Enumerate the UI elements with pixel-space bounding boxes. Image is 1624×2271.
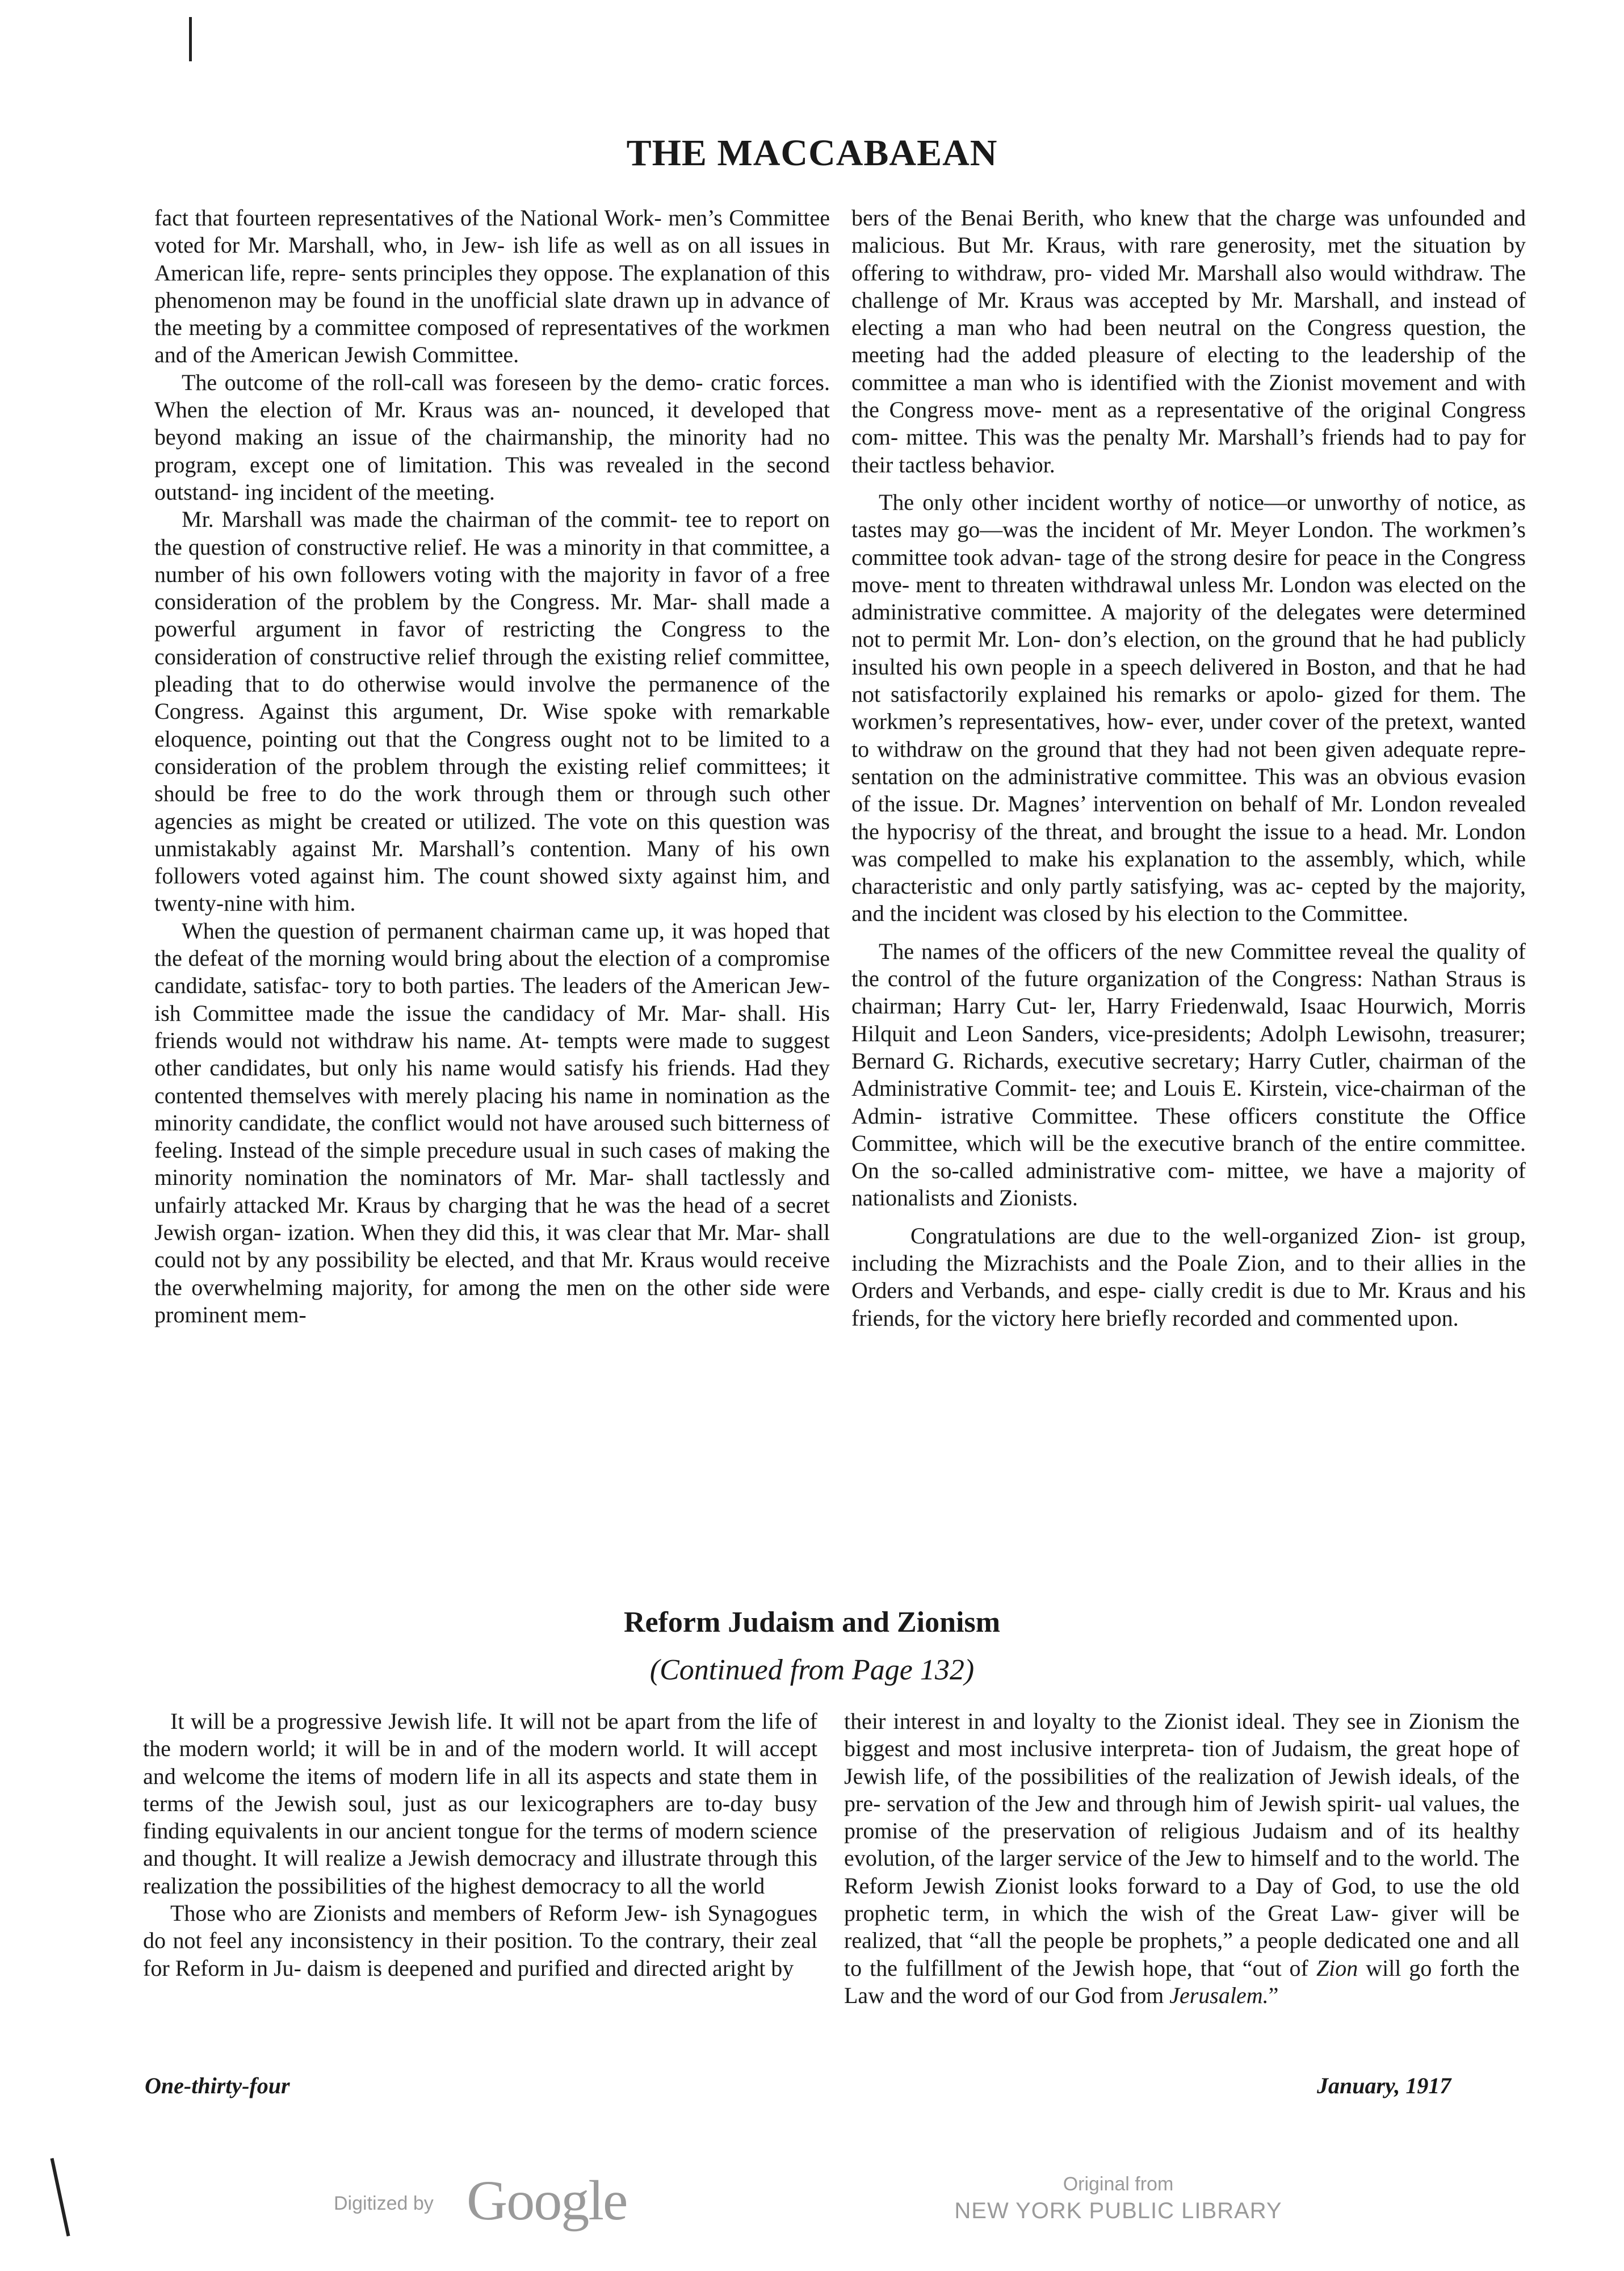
paragraph	[844, 1708, 1520, 2009]
paragraph: When the question of permanent chairman came up, it was hoped that the defeat of the morning would bring about the election of a compromise candidate, satisfac- tory to both parties. The leaders of the American Jew- ish Committee made the issue the candidacy of Mr. Mar- shall. His friends would not withdraw his name. At- tempts were made to suggest other candidates, but only his name would satisfy his friends. Had they contented themselves with merely placing his name in nomination as the minority candidate, the conflict would not have aroused such bitterness of feeling. Instead of the simple precedure usual in such cases of making the minority nomination the nominators of Mr. Mar- shall tactlessly and unfairly attacked Mr. Kraus by charging that he was the head of a secret Jewish organ- ization. When they did this, it was clear that Mr. Mar- shall could not by any possibility be elected, and that Mr. Kraus would receive the overwhelming majority, for among the men on the other side were prominent mem-	[154, 917, 830, 1327]
library-name: NEW YORK PUBLIC LIBRARY	[954, 2198, 1282, 2223]
paragraph: Mr. Marshall was made the chairman of the commit- tee to report on the question of constructive relief. He was a minority in that committee, a number of his own followers voting with the majority in favor of a free consideration of the problem by the Congress. Mr. Mar- shall made a powerful argument in favor of restricting the Congress to the consideration of constructive relief through the existing relief committee, pleading that to do otherwise would involve the permanence of the Congress. Against this argument, Dr. Wise spoke with remarkable eloquence, pointing out that the Congress ought not to be limited to a consideration of the problem through the existing relief committees; it should be free to do the work through them or through such other agencies as might be created or utilized. The vote on this question was unmistakably against Mr. Marshall’s contention. Many of his own followers voted against him. The count showed sixty against him, and twenty-nine with him.	[154, 506, 830, 916]
paragraph: bers of the Benai Berith, who knew that the charge was unfounded and malicious. But Mr. Kraus, with rare generosity, met the situation by offering to withdraw, pro- vided Mr. Marshall also would withdraw. The challenge of Mr. Kraus was accepted by Mr. Marshall, and instead of electing a man who had been neutral on the Congress question, the meeting had the added pleasure of electing to the leadership of the committee a man who is identified with the Zionist movement and with the Congress move- ment as a representative of the original Congress com- mittee. This was the penalty Mr. Marshall’s friends had to pay for their tactless behavior.	[851, 205, 1526, 477]
section-column-left	[143, 1708, 817, 1982]
paragraph: fact that fourteen representatives of the National Work- men’s Committee voted for Mr. Marshall, who, in Jew- ish life as well as on all issues in American life, repre- sents principles they oppose. The explanation of this phenomenon may be found in the unofficial slate drawn up in advance of the meeting by a committee composed of representatives of the workmen and of the American Jewish Committee.	[154, 205, 830, 368]
paragraph: It will be a progressive Jewish life. It will not be apart from the life of the modern world; it will be in and of the modern world. It will accept and welcome the items of modern life in all its aspects and state them in terms of the Jewish soul, just as our lexicographers are to-day busy finding equivalents in our ancient tongue for the terms of modern science and thought. It will realize a Jewish democracy and illustrate through this realization the possibilities of the highest democracy to all the world	[143, 1708, 817, 1899]
emphasis-zion: Zion	[1316, 1955, 1358, 1981]
page-number: One-thirty-four	[145, 2073, 290, 2098]
scan-mark-top	[189, 17, 192, 61]
emphasis-jerusalem: Jerusalem.	[1169, 1982, 1269, 2008]
digitized-by-label: Digitized by	[334, 2193, 434, 2214]
section-title: Reform Judaism and Zionism	[623, 1606, 1001, 1639]
section-column-right	[844, 1708, 1520, 2009]
paragraph: The names of the officers of the new Committee reveal the quality of the control of the future organization of the Congress: Nathan Straus is chairman; Harry Cut- ler, Harry Friedenwald, Isaac Hourwich, Morris Hilquit and Leon Sanders, vice-presidents; Adolph Lewisohn, treasurer; Bernard G. Richards, executive secretary; Harry Cutler, chairman of the Administrative Commit- tee; and Louis E. Kirstein, vice-chairman of the Admin- istrative Committee. These officers constitute the Office Committee, which will be the executive branch of the entire committee. On the so-called administrative com- mittee, we have a majority of nationalists and Zionists.	[851, 938, 1526, 1211]
issue-date: January, 1917	[1317, 2073, 1451, 2098]
paragraph: The outcome of the roll-call was foreseen by the demo- cratic forces. When the election of Mr. Kraus was an- nounced, it developed that beyond making an issue of the chairmanship, the minority had no program, except one of limitation. This was revealed in the second outstand- ing incident of the meeting.	[154, 369, 830, 505]
paragraph: Those who are Zionists and members of Reform Jew- ish Synagogues do not feel any inconsistency in their position. To the contrary, their zeal for Reform in Ju- daism is deepened and purified and directed aright by	[143, 1900, 817, 1981]
running-header: THE MACCABAEAN	[626, 132, 998, 174]
paragraph: The only other incident worthy of notice—or unworthy of notice, as tastes may go—was the incident of Mr. Meyer London. The workmen’s committee took advan- tage of the strong desire for peace in the Congress move- ment to threaten withdrawal unless Mr. London was elected on the administrative committee. A majority of the delegates were determined not to permit Mr. Lon- don’s election, on the ground that he had publicly insulted his own people in a speech delivered in Boston, and that he had not satisfactorily explained his remarks or apolo- gized for them. The workmen’s representatives, how- ever, under cover of the pretext, wanted to withdraw on the ground that they had not been given adequate repre- sentation on the administrative committee. This was an obvious evasion of the issue. Dr. Magnes’ intervention on behalf of Mr. London revealed the hypocrisy of the threat, and brought the issue to a head. Mr. London was compelled to make his explanation to the assembly, which, while characteristic and only partly satisfying, was ac- cepted by the majority, and the incident was closed by his election to the Committee.	[851, 489, 1526, 927]
google-logo: Google	[467, 2169, 627, 2232]
scan-mark-bottom	[51, 2158, 70, 2236]
section-subtitle: (Continued from Page 132)	[649, 1654, 975, 1686]
article-column-right	[851, 204, 1526, 1332]
text-run: ”	[1268, 1982, 1279, 2008]
article-column-left	[154, 204, 830, 1329]
paragraph: Congratulations are due to the well-organized Zion- ist group, including the Mizrachists and the Poale Zion, and to their allies in the Orders and Verbands, and espe- cially credit is due to Mr. Kraus and his friends, for the victory here briefly recorded and commented upon.	[851, 1222, 1526, 1331]
text-run: their interest in and loyalty to the Zionist ideal. They see in Zionism the biggest and most inclusive interpreta- tion of Judaism, the great hope of Jewish life, of the possibilities of the realization of Jewish ideals, of the pre- servation of the Jew and through him of Jewish spirit- ual values, the promise of the preservation of religious Judaism and of its healthy evolution, of the larger service of the Jew to himself and to the world. The Reform Jewish Zionist looks forward to a Day of God, to use the old prophetic term, in which the wish of the Great Law- giver will be realized, that “all the people be prophets,” a people dedicated one and all to the fulfillment of the Jewish hope, that “out of	[844, 1708, 1520, 1981]
text-run: will go forth the Law and the word of our God from	[844, 1955, 1520, 2008]
original-from-label: Original from	[1063, 2173, 1174, 2195]
